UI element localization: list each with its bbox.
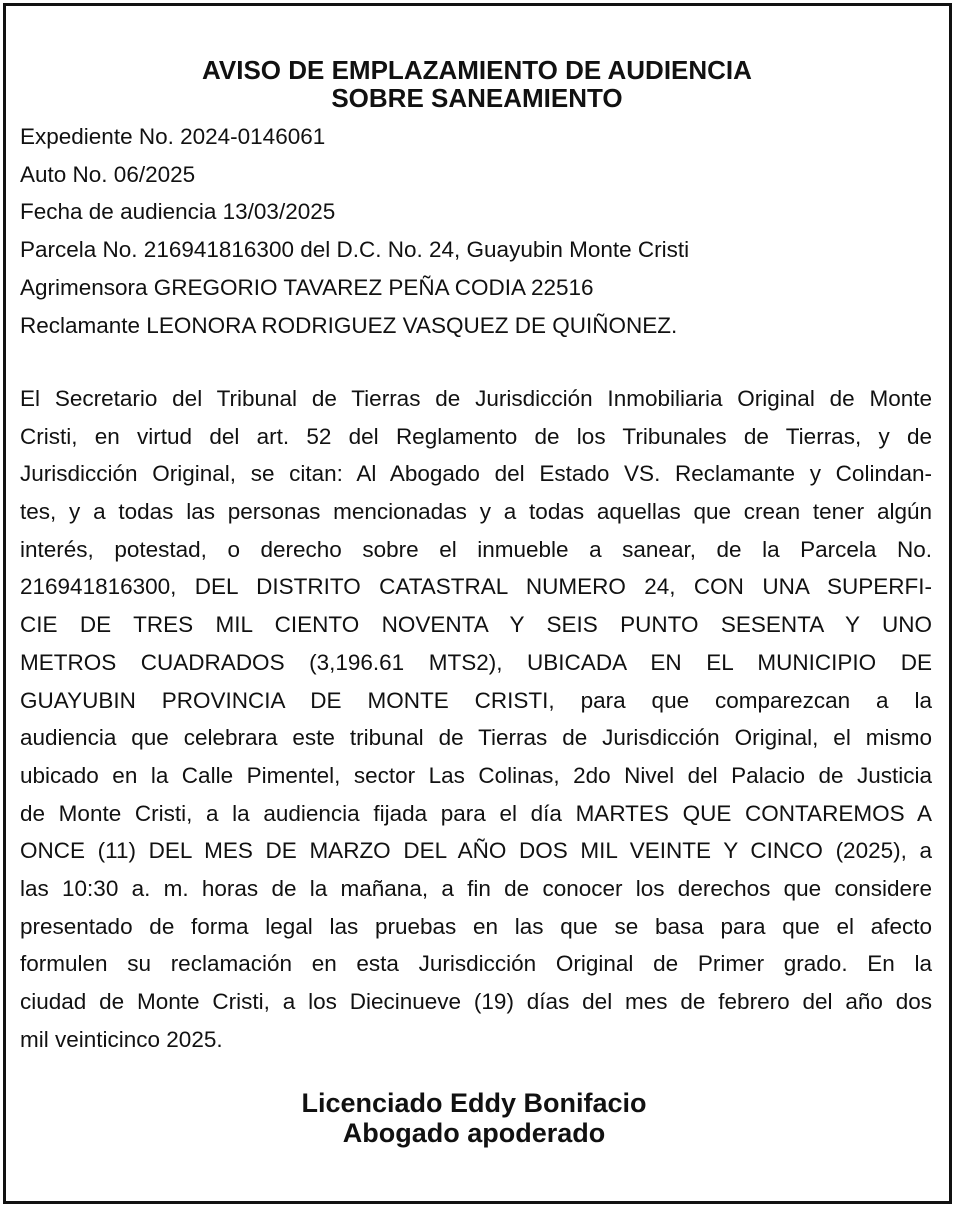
- body-line: GUAYUBIN PROVINCIA DE MONTE CRISTI, para que comparezcan a la: [20, 687, 932, 713]
- body-line: 216941816300, DEL DISTRITO CATASTRAL NUMERO 24, CON UNA SUPERFI-: [20, 574, 932, 600]
- signature-name: Licenciado Eddy Bonifacio: [301, 1088, 647, 1118]
- body-line: El Secretario del Tribunal de Tierras de Jurisdicción Inmobiliaria Original de Monte: [20, 386, 932, 411]
- signature-role: Abogado apoderado: [342, 1118, 606, 1148]
- body-line: audiencia que celebrara este tribunal de Tierras de Jurisdicción Original, el mismo: [20, 725, 932, 751]
- case-details: [20, 118, 940, 344]
- body-line: de Monte Cristi, a la audiencia fijada para el día MARTES QUE CONTAREMOS A: [20, 800, 932, 826]
- body-line: CIE DE TRES MIL CIENTO NOVENTA Y SEIS PUNTO SESENTA Y UNO: [20, 612, 932, 638]
- body-line: Jurisdicción Original, se citan: Al Abogado del Estado VS. Reclamante y Colindan-: [20, 461, 932, 487]
- parcel-number: Parcela No. 216941816300 del D.C. No. 24, Guayubin Monte Cristi: [20, 237, 690, 263]
- body-line: METROS CUADRADOS (3,196.61 MTS2), UBICADA EN EL MUNICIPIO DE: [20, 649, 932, 675]
- body-line: formulen su reclamación en esta Jurisdicción Original de Primer grado. En la: [20, 951, 932, 977]
- body-line: presentado de forma legal las pruebas en las que se basa para que el afecto: [20, 913, 932, 939]
- body-line: las 10:30 a. m. horas de la mañana, a fin de conocer los derechos que considere: [20, 875, 932, 901]
- body-line: ONCE (11) DEL MES DE MARZO DEL AÑO DOS MIL VEINTE Y CINCO (2025), a: [20, 838, 932, 864]
- body-line: ciudad de Monte Cristi, a los Diecinueve (19) días del mes de febrero del año dos: [20, 989, 932, 1014]
- expediente-number: Expediente No. 2024-0146061: [20, 124, 326, 149]
- body-line: tes, y a todas las personas mencionadas y a todas aquellas que crean tener algún: [20, 499, 932, 525]
- auto-number: Auto No. 06/2025: [20, 161, 196, 187]
- body-line: Cristi, en virtud del art. 52 del Reglamento de los Tribunales de Tierras, y de: [20, 423, 932, 449]
- notice-subtitle: SOBRE SANEAMIENTO: [331, 83, 623, 113]
- hearing-date: Fecha de audiencia 13/03/2025: [20, 199, 336, 225]
- claimant: Reclamante LEONORA RODRIGUEZ VASQUEZ DE QUIÑONEZ.: [20, 312, 678, 338]
- surveyor: Agrimensora GREGORIO TAVAREZ PEÑA CODIA 22516: [20, 274, 594, 300]
- notice-title: AVISO DE EMPLAZAMIENTO DE AUDIENCIA: [202, 55, 752, 85]
- body-line: interés, potestad, o derecho sobre el inmueble a sanear, de la Parcela No.: [20, 536, 932, 562]
- body-line: mil veinticinco 2025.: [20, 1026, 223, 1052]
- body-line: ubicado en la Calle Pimentel, sector Las Colinas, 2do Nivel del Palacio de Justicia: [20, 762, 932, 788]
- notice-body: [20, 380, 932, 1058]
